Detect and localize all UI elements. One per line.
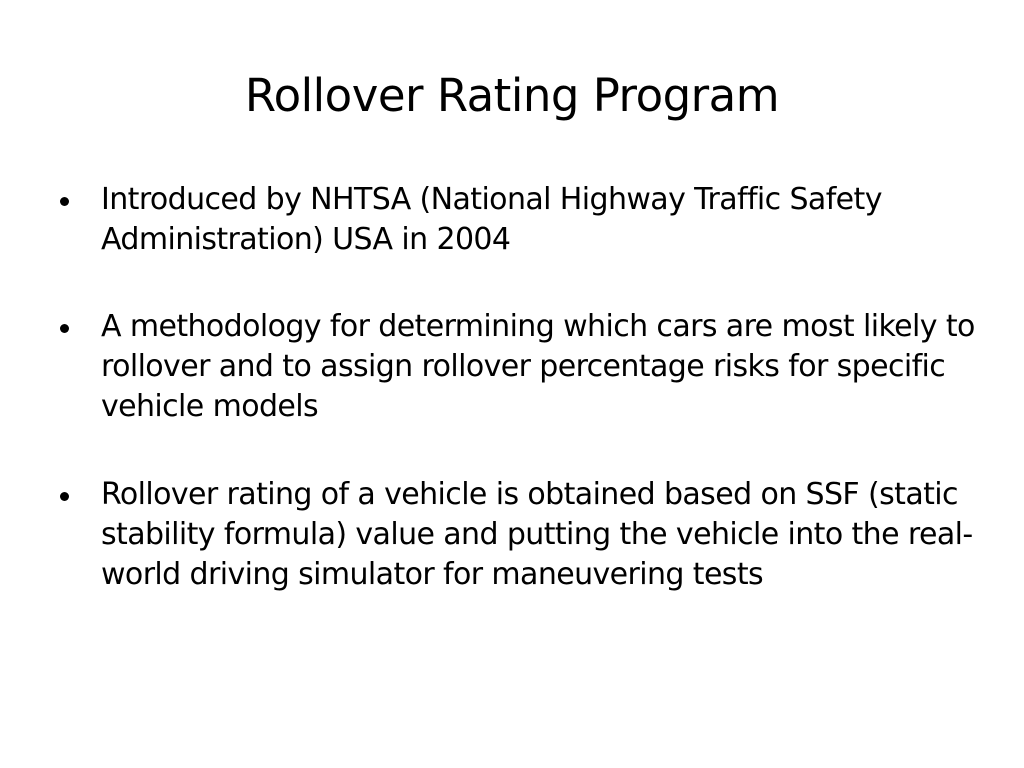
bullet-dot-icon	[60, 324, 69, 333]
bullet-dot-icon	[60, 197, 69, 206]
bullet-item-1	[58, 180, 978, 260]
bullet-item-2	[58, 307, 978, 427]
bullet-text: Introduced by NHTSA (National Highway Traffic Safety Administration) USA in 2004	[101, 182, 882, 257]
bullet-text: A methodology for determining which cars are most likely to rollover and to assign rollover percentage risks for specific vehicle models	[101, 309, 975, 424]
bullet-dot-icon	[60, 492, 69, 501]
bullet-list	[58, 180, 978, 642]
slide-title: Rollover Rating Program	[244, 69, 780, 122]
bullet-item-3	[58, 475, 978, 595]
bullet-text: Rollover rating of a vehicle is obtained based on SSF (static stability formula) value and putting the vehicle into the real-world driving simulator for maneuvering tests	[101, 477, 973, 592]
